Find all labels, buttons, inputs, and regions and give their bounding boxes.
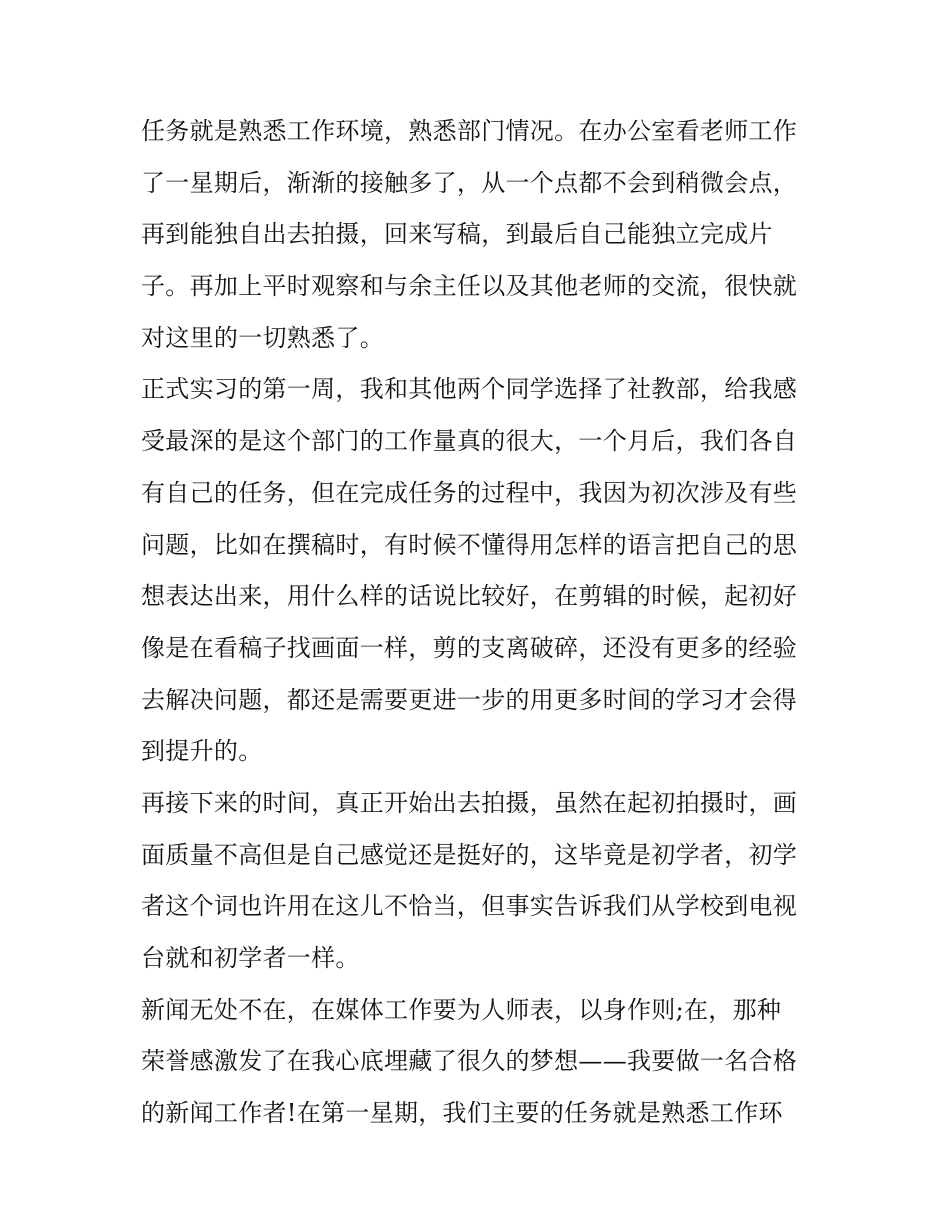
text-line-7: 受最深的是这个部门的工作量真的很大，一个月后，我们各自: [141, 427, 798, 456]
text-line-3: 再到能独自出去拍摄，回来写稿，到最后自己能独立完成片: [141, 220, 773, 249]
text-line-2: 了一星期后，渐渐的接触多了，从一个点都不会到稍微会点，: [141, 168, 798, 197]
text-line-5: 对这里的一切熟悉了。: [141, 323, 384, 352]
text-line-13: 到提升的。: [141, 737, 263, 766]
text-line-10: 想表达出来，用什么样的话说比较好，在剪辑的时候，起初好: [141, 582, 798, 611]
text-line-18: 新闻无处不在，在媒体工作要为人师表，以身作则;在，那种: [141, 995, 782, 1024]
text-line-4: 子。再加上平时观察和与余主任以及其他老师的交流，很快就: [141, 272, 798, 301]
text-line-20: 的新闻工作者!在第一星期，我们主要的任务就是熟悉工作环: [141, 1099, 783, 1128]
text-line-14: 再接下来的时间，真正开始出去拍摄，虽然在起初拍摄时，画: [141, 788, 798, 817]
text-line-9: 问题，比如在撰稿时，有时候不懂得用怎样的语言把自己的思: [141, 530, 798, 559]
text-line-15: 面质量不高但是自己感觉还是挺好的，这毕竟是初学者，初学: [141, 840, 798, 869]
text-line-6: 正式实习的第一周，我和其他两个同学选择了社教部，给我感: [141, 375, 798, 404]
text-line-1: 任务就是熟悉工作环境，熟悉部门情况。在办公室看老师工作: [141, 117, 798, 145]
text-line-8: 有自己的任务，但在完成任务的过程中，我因为初次涉及有些: [141, 478, 798, 507]
text-line-11: 像是在看稿子找画面一样，剪的支离破碎，还没有更多的经验: [141, 633, 798, 662]
text-line-17: 台就和初学者一样。: [141, 944, 360, 972]
text-line-19: 荣誉感激发了在我心底埋藏了很久的梦想——我要做一名合格: [141, 1047, 798, 1076]
body-text: [141, 106, 831, 1140]
text-line-16: 者这个词也许用在这儿不恰当，但事实告诉我们从学校到电视: [141, 892, 798, 921]
text-line-12: 去解决问题，都还是需要更进一步的用更多时间的学习才会得: [141, 685, 798, 714]
